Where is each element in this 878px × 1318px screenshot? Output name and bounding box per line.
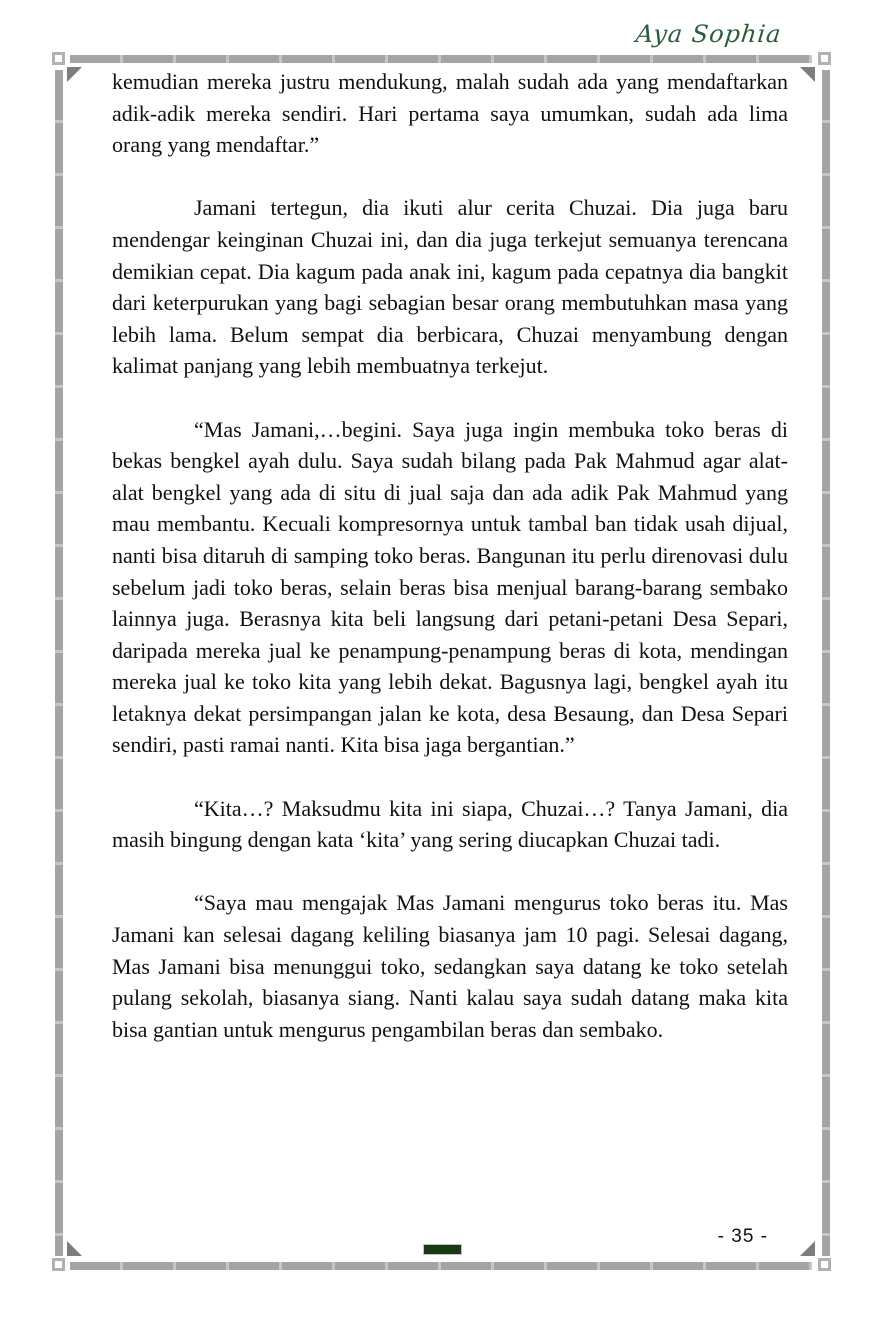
- corner-triangle-icon-top-left: [67, 67, 82, 82]
- paragraph: “Kita…? Maksudmu kita ini siapa, Chuzai…? Tanya Jamani, dia masih bingung dengan kata ‘kita’ yang sering diucapkan Chuzai tadi.: [112, 795, 788, 853]
- frame-bottom-bar: [70, 1262, 812, 1270]
- paragraph: Jamani tertegun, dia ikuti alur cerita Chuzai. Dia juga baru mendengar keinginan Chuzai ini, dan dia juga terkejut semuanya terencana demikian cepat. Dia kagum pada anak ini, kagum pada cepatnya dia bangkit dari keterpurukan yang bagi sebagian besar orang membutuhkan masa yang lebih lama. Belum sempat dia berbicara, Chuzai menyambung dengan kalimat panjang yang lebih membuatnya terkejut.: [112, 195, 788, 379]
- corner-triangle-icon-top-right: [800, 67, 815, 82]
- frame-corner-square-bottom-left: [52, 1258, 65, 1271]
- frame-top-bar: [70, 55, 812, 63]
- frame-right-bar: [822, 70, 830, 1256]
- paragraph: kemudian mereka justru mendukung, malah sudah ada yang mendaftarkan adik-adik mereka sendiri. Hari pertama saya umumkan, sudah ada lima orang yang mendaftar.”: [112, 69, 788, 158]
- frame-corner-square-top-right: [818, 52, 831, 65]
- footer-divider-mark: [423, 1244, 462, 1255]
- frame-corner-square-bottom-right: [818, 1258, 831, 1271]
- page-number: - 35 -: [717, 1226, 768, 1247]
- paragraph: “Saya mau mengajak Mas Jamani mengurus toko beras itu. Mas Jamani kan selesai dagang keliling biasanya jam 10 pagi. Selesai dagang, Mas Jamani bisa menunggui toko, sedangkan saya datang ke toko setelah pulang sekolah, biasanya siang. Nanti kalau saya sudah datang maka kita bisa gantian untuk mengurus pengambilan beras dan sembako.: [112, 890, 788, 1042]
- frame-corner-square-top-left: [52, 52, 65, 65]
- running-head-title: Aya Sophia: [634, 20, 784, 48]
- frame-left-bar: [55, 70, 63, 1256]
- body-text-block: [112, 66, 788, 1045]
- corner-triangle-icon-bottom-right: [800, 1241, 815, 1256]
- corner-triangle-icon-bottom-left: [67, 1241, 82, 1256]
- paragraph: “Mas Jamani,…begini. Saya juga ingin membuka toko beras di bekas bengkel ayah dulu. Saya sudah bilang pada Pak Mahmud agar alat-alat bengkel yang ada di situ di jual saja dan ada adik Pak Mahmud yang mau membantu. Kecuali kompresornya untuk tambal ban tidak usah dijual, nanti bisa ditaruh di samping toko beras. Bangunan itu perlu direnovasi dulu sebelum jadi toko beras, selain beras bisa menjual barang-barang sembako lainnya juga. Berasnya kita beli langsung dari petani-petani Desa Separi, daripada mereka jual ke penampung-penampung beras di kota, mendingan mereka jual ke toko kita yang lebih dekat. Bagusnya lagi, bengkel ayah itu letaknya dekat persimpangan jalan ke kota, desa Besaung, dan Desa Separi sendiri, pasti ramai nanti. Kita bisa jaga bergantian.”: [112, 416, 788, 758]
